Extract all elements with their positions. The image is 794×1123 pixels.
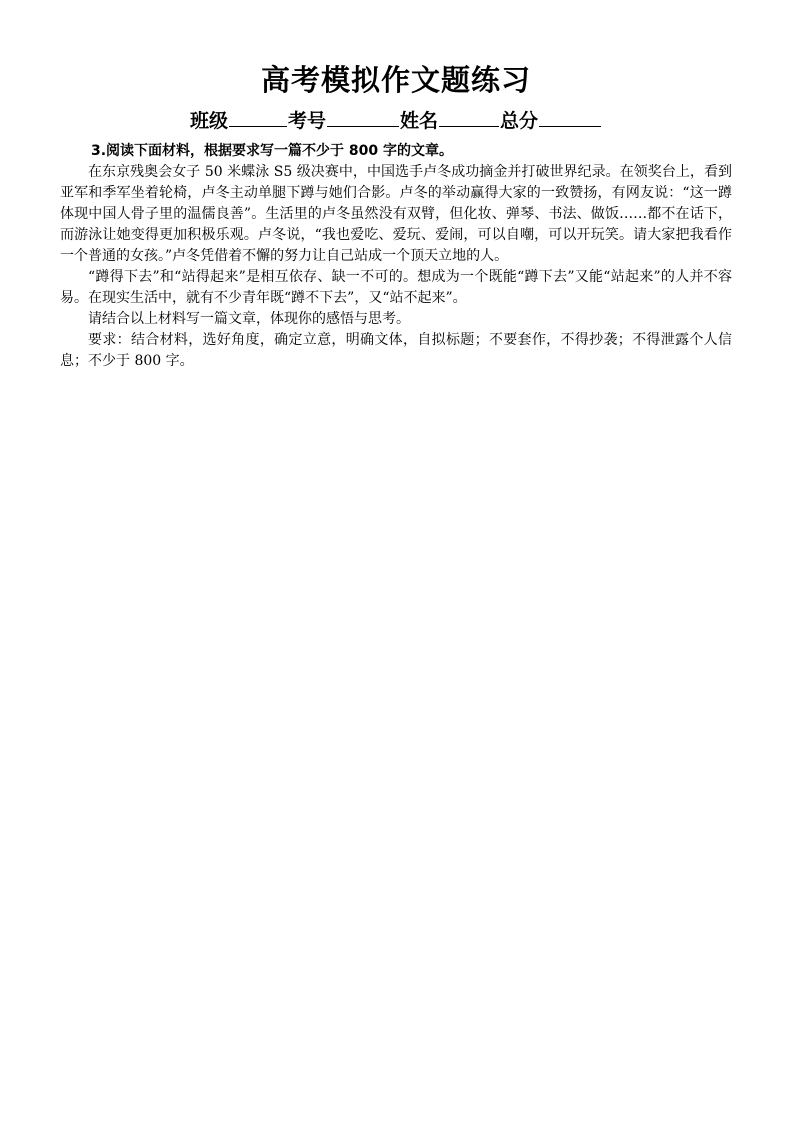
score-blank: [539, 108, 601, 127]
name-blank: [439, 108, 499, 127]
page-title: 高考模拟作文题练习: [260, 63, 531, 97]
class-blank: [229, 108, 287, 127]
requirements-paragraph: 要求：结合材料，选好角度，确定立意，明确文体，自拟标题；不要套作，不得抄袭；不得泄露个人信息；不少于 800 字。: [60, 332, 732, 369]
exam-no-blank: [327, 108, 399, 127]
material-paragraph: “蹲得下去”和“站得起来”是相互依存、缺一不可的。想成为一个既能“蹲下去”又能“站起来”的人并不容易。在现实生活中，就有不少青年既“蹲不下去”，又“站不起来”。: [60, 269, 732, 306]
instruction-paragraph: 请结合以上材料写一篇文章，体现你的感悟与思考。: [88, 311, 410, 327]
exam-no-label: 考号: [287, 110, 326, 132]
name-label: 姓名: [400, 110, 439, 132]
class-field: [190, 107, 288, 135]
name-field: [400, 107, 500, 135]
material-paragraph: 在东京残奥会女子 50 米蝶泳 S5 级决赛中，中国选手卢冬成功摘金并打破世界纪录。在领奖台上，看到亚军和季军坐着轮椅，卢冬主动单腿下蹲与她们合影。卢冬的举动赢得大家的一致赞扬，有网友说：“这一蹲体现中国人骨子里的温儒良善”。生活里的卢冬虽然没有双臂，但化妆、弹琴、书法、做饭……都不在话下，而游泳让她变得更加积极乐观。卢冬说，“我也爱吃、爱玩、爱闹，可以自嘲，可以开玩笑。请大家把我看作一个普通的女孩。”卢冬凭借着不懈的努力让自己站成一个顶天立地的人。: [60, 164, 732, 264]
student-info-line: [60, 107, 732, 135]
question-block: [60, 141, 732, 372]
score-label: 总分: [500, 110, 539, 132]
question-heading: 3.阅读下面材料，根据要求写一篇不少于 800 字的文章。: [91, 143, 454, 159]
score-field: [500, 107, 602, 135]
exam-no-field: [288, 107, 400, 135]
class-label: 班级: [189, 110, 228, 132]
